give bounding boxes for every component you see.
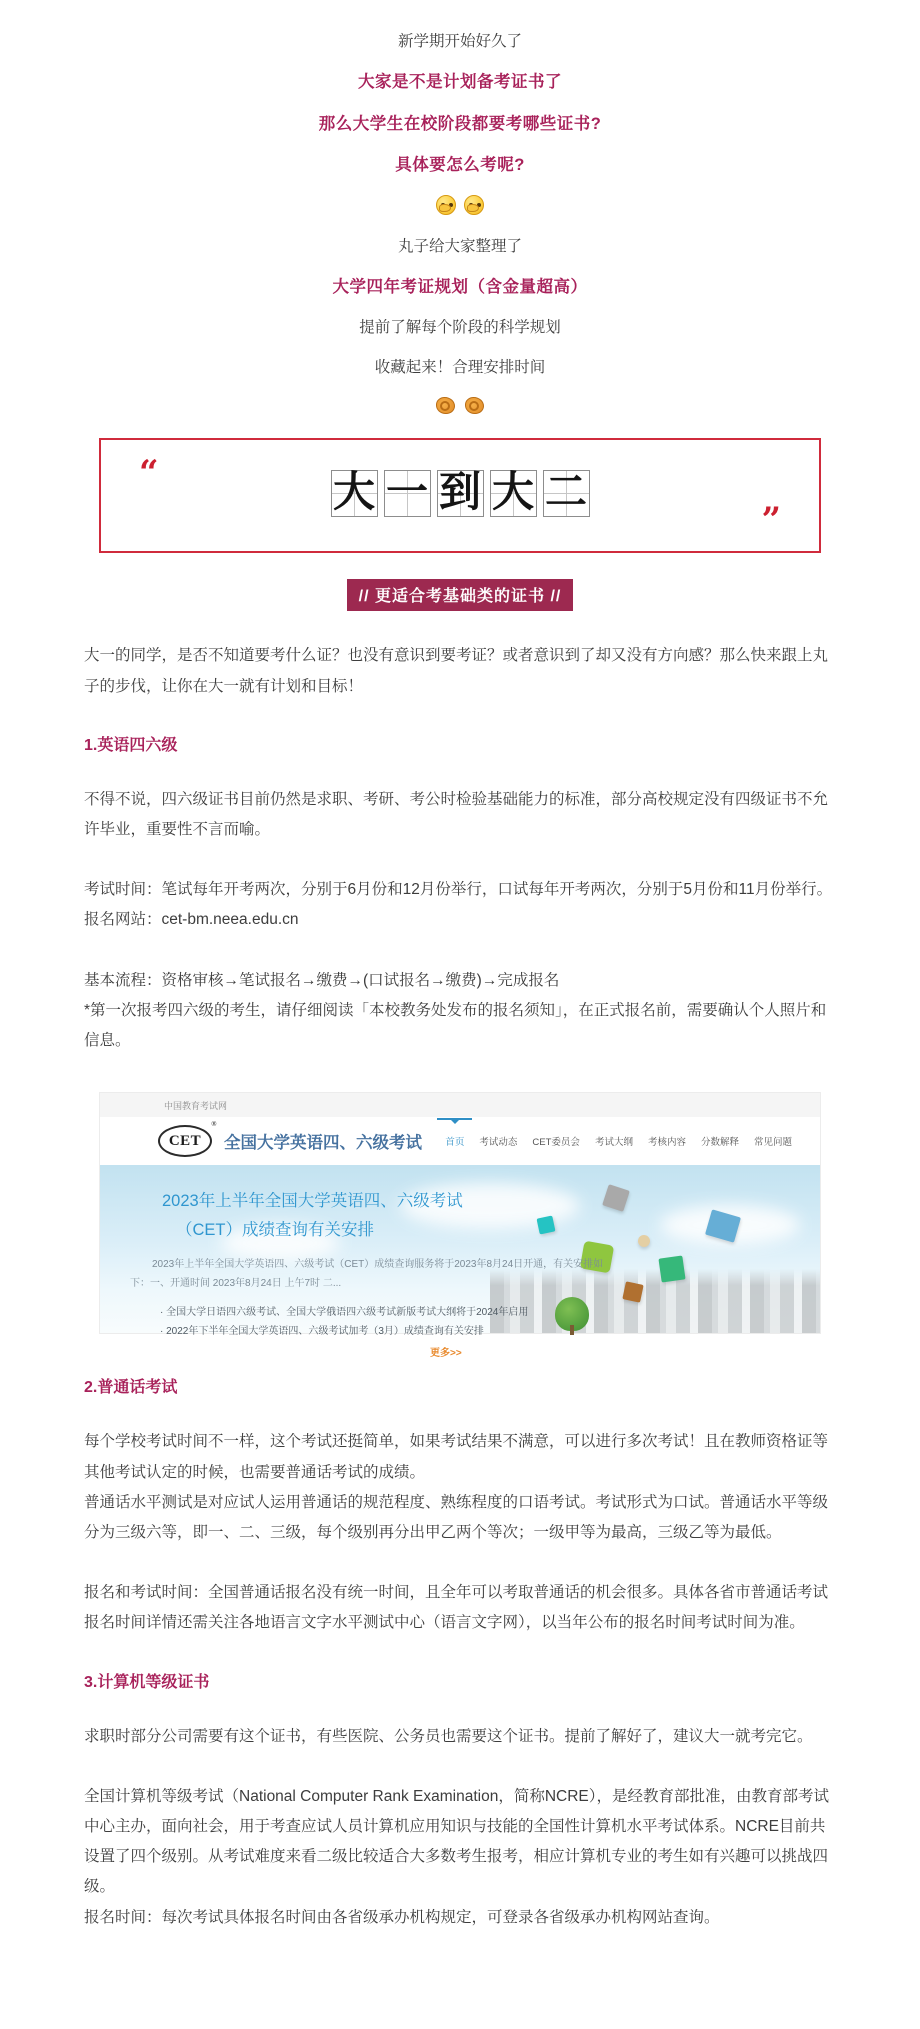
cet-banner [100, 1165, 820, 1360]
grid-cell [543, 466, 590, 517]
cet-more-link[interactable]: 更多>> [430, 1348, 462, 1360]
badge-row [84, 579, 836, 611]
cet-nav-score[interactable]: 分数解释 [700, 1137, 739, 1149]
cet-news-list [160, 1303, 820, 1341]
paragraph: 考试时间：笔试每年开考两次，分别于6月份和12月份举行，口试每年开考两次，分别于5月份和11月份举行。 [84, 881, 833, 899]
cube-decoration [658, 1256, 685, 1283]
section-badge: // 更适合考基础类的证书 // [347, 579, 574, 611]
registered-mark: ® [211, 1120, 217, 1129]
cet-nav-faq[interactable]: 常见问题 [753, 1137, 792, 1149]
intro-block [84, 30, 836, 414]
grid-char: 大 [332, 466, 375, 516]
cet-logo [158, 1120, 217, 1157]
intro-line: 提前了解每个阶段的科学规划 [359, 319, 561, 337]
section-heading-ncre: 3.计算机等级证书 [84, 1673, 210, 1691]
paragraph: 基本流程：资格审核→笔试报名→缴费→(口试报名→缴费)→完成报名 [84, 971, 560, 989]
cet-news-item[interactable]: · 全国大学日语四六级考试、全国大学俄语四六级考试新版考试大纲将于2024年启用 [160, 1303, 820, 1322]
emoji-row [84, 396, 836, 414]
paragraph: 报名时间：每次考试具体报名时间由各省级承办机构规定，可登录各省级承办机构网站查询。 [84, 1908, 720, 1926]
cet-nav-syllabus[interactable]: 考试大纲 [594, 1137, 633, 1149]
grid-cell [437, 466, 484, 517]
ok-hand-emoji [465, 397, 484, 414]
thinking-face-emoji [464, 195, 484, 215]
cet-logo-text: CET [168, 1132, 202, 1149]
grid-cell [331, 466, 378, 517]
cet-headline [100, 1165, 820, 1245]
paragraph: 每个学校考试时间不一样，这个考试还挺简单，如果考试结果不满意，可以进行多次考试！且在教师资格证等其他考试认定的时候，也需要普通话考试的成绩。 [84, 1433, 829, 1481]
close-quote-mark: ” [761, 500, 781, 541]
cet-navbar [100, 1117, 820, 1165]
cet-summary: 2023年上半年全国大学英语四、六级考试（CET）成绩查询服务将于2023年8月24日开通，有关安排如下：一、开通时间 2023年8月24日 上午7时 二... [130, 1259, 604, 1290]
paragraph: 报名和考试时间：全国普通话报名没有统一时间，且全年可以考取普通话的机会很多。具体各省市普通话考试报名时间详情还需关注各地语言文字水平测试中心（语言文字网），以当年公布的报名时间考试时间为准。 [84, 1584, 829, 1632]
intro-line: 丸子给大家整理了 [397, 237, 522, 255]
grid-char: 大 [491, 466, 534, 516]
paragraph: 普通话水平测试是对应试人运用普通话的规范程度、熟练程度的口语考试。考试形式为口试。普通话水平等级分为三级六等，即一、二、三级，每个级别再分出甲乙两个等次；一级甲等为最高，三级乙等为最低。 [84, 1493, 829, 1541]
intro-line: 收藏起来！合理安排时间 [374, 359, 546, 377]
paragraph-signup-site: 报名网站：cet-bm.neea.edu.cn [84, 911, 299, 929]
section-heading-mandarin: 2.普通话考试 [84, 1379, 178, 1397]
intro-line: 大家是不是计划备考证书了 [358, 73, 562, 92]
cet-nav-committee[interactable]: CET委员会 [532, 1137, 580, 1149]
grid-char: 二 [544, 466, 587, 516]
thinking-face-emoji [436, 195, 456, 215]
open-quote-mark: “ [139, 453, 159, 494]
cet-site-title: 全国大学英语四、六级考试 [224, 1134, 422, 1153]
cube-decoration [622, 1282, 643, 1303]
cet-website-screenshot [99, 1092, 821, 1360]
ok-hand-emoji [436, 397, 455, 414]
cet-topbar-label: 中国教育考试网 [164, 1101, 228, 1112]
cet-headline-line2: （CET）成绩查询有关安排 [176, 1221, 374, 1240]
paragraph-note: *第一次报考四六级的考生，请仔细阅读「本校教务处发布的报名须知」，在正式报名前，需要确认个人照片和信息。 [84, 1001, 827, 1050]
quote-box [99, 438, 821, 553]
grid-char: 到 [438, 466, 481, 516]
cet-headline-line1: 2023年上半年全国大学英语四、六级考试 [162, 1192, 463, 1211]
cet-news-item[interactable]: · 2022年下半年全国大学英语四、六级考试加考（3月）成绩查询有关安排 [160, 1322, 820, 1341]
grid-char: 一 [385, 466, 428, 516]
lead-paragraph: 大一的同学，是否不知道要考什么证？也没有意识到要考证？或者意识到了却又没有方向感？那么快来跟上丸子的步伐，让你在大一就有计划和目标！ [84, 647, 829, 695]
grid-cell [384, 466, 431, 517]
cet-nav [445, 1134, 792, 1148]
intro-line: 具体要怎么考呢? [395, 156, 525, 175]
paragraph: 不得不说，四六级证书目前仍然是求职、考研、考公时检验基础能力的标准，部分高校规定没有四级证书不允许毕业，重要性不言而喻。 [84, 790, 829, 838]
intro-line: 大学四年考证规划（含金量超高） [332, 277, 588, 296]
emoji-row [84, 195, 836, 215]
paragraph: 求职时部分公司需要有这个证书，有些医院、公务员也需要这个证书。提前了解好了，建议大一就考完它。 [84, 1727, 813, 1745]
cet-nav-home[interactable]: 首页 [445, 1134, 464, 1148]
grid-cell [490, 466, 537, 517]
intro-line: 那么大学生在校阶段都要考哪些证书? [318, 114, 602, 133]
article-page [84, 0, 836, 1933]
intro-line: 新学期开始好久了 [397, 33, 522, 50]
paragraph: 全国计算机等级考试（National Computer Rank Examination，简称NCRE），是经教育部批准，由教育部考试中心主办，面向社会，用于考查应试人员计算机应用知识与技能的全国性计算机水平考试体系。NCRE目前共设置了四个级别。从考试难度来看二级比较适合大多数考生报考，相应计算机专业的考生如有兴趣可以挑战四级。 [84, 1787, 829, 1896]
cet-nav-news[interactable]: 考试动态 [479, 1137, 518, 1149]
cet-nav-content[interactable]: 考核内容 [647, 1137, 686, 1149]
cet-topbar [100, 1093, 820, 1117]
section-heading-cet: 1.英语四六级 [84, 736, 178, 754]
calligraphy-grid [101, 466, 819, 517]
